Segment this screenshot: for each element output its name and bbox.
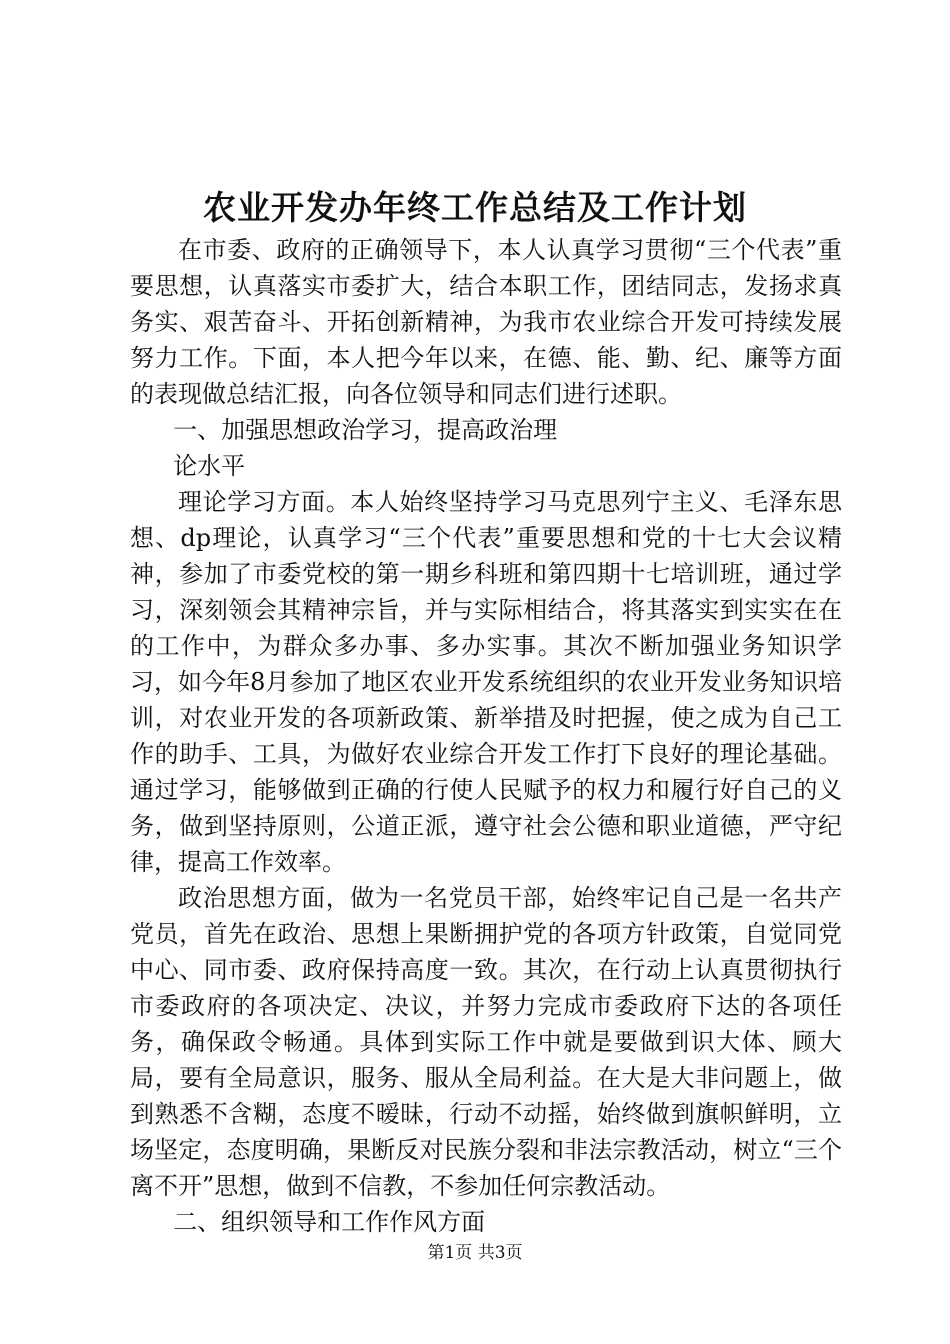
page-number: 第1页 共3页 — [427, 1243, 523, 1263]
section-heading-1-continued: 论水平 — [173, 452, 246, 480]
political-thought-paragraph: 政治思想方面，做为一名党员干部，始终牢记自己是一名共产党员，首先在政治、思想上果断拥护党的各项方针政策，自觉同党中心、同市委、政府保持高度一致。其次，在行动上认真贯彻执行市委政府的各项决定、决议，并努力完成市委政府下达的各项任务，确保政令畅通。具体到实际工作中就是要做到识大体、顾大局，要有全局意识，服务、服从全局利益。在大是大非问题上，做到熟悉不含糊，态度不暧昧，行动不动摇，始终做到旗帜鲜明，立场坚定，态度明确，果断反对民族分裂和非法宗教活动，树立“三个离不开”思想，做到不信教，不参加任何宗教活动。 — [130, 884, 842, 1200]
section-heading-2: 二、组织领导和工作作风方面 — [173, 1208, 486, 1236]
section-heading-1: 一、加强思想政治学习，提高政治理 — [173, 416, 558, 444]
document-body — [130, 232, 842, 1240]
intro-paragraph: 在市委、政府的正确领导下，本人认真学习贯彻“三个代表”重要思想，认真落实市委扩大，结合本职工作，团结同志，发扬求真务实、艰苦奋斗、开拓创新精神，为我市农业综合开发可持续发展努力工作。下面，本人把今年以来，在德、能、勤、纪、廉等方面的表现做总结汇报，向各位领导和同志们进行述职。 — [130, 236, 842, 408]
theory-study-paragraph: 理论学习方面。本人始终坚持学习马克思列宁主义、毛泽东思想、dp理论，认真学习“三个代表”重要思想和党的十七大会议精神，参加了市委党校的第一期乡科班和第四期十七培训班，通过学习，深刻领会其精神宗旨，并与实际相结合，将其落实到实实在在的工作中，为群众多办事、多办实事。其次不断加强业务知识学习，如今年8月参加了地区农业开发系统组织的农业开发业务知识培训，对农业开发的各项新政策、新举措及时把握，使之成为自己工作的助手、工具，为做好农业综合开发工作打下良好的理论基础。通过学习，能够做到正确的行使人民赋予的权力和履行好自己的义务，做到坚持原则，公道正派，遵守社会公德和职业道德，严守纪律，提高工作效率。 — [130, 488, 842, 876]
document-title: 农业开发办年终工作总结及工作计划 — [203, 188, 747, 227]
